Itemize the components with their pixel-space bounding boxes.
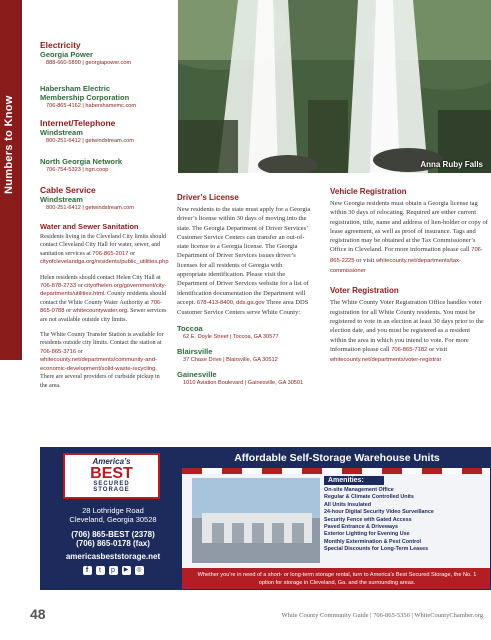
amenity-item: Monthly Extermination & Pest Control	[324, 538, 422, 545]
dds-center-item	[177, 347, 312, 363]
dds-center-address: 37 Chase Drive | Blairsville, GA 30512	[183, 356, 278, 363]
dds-center-list	[177, 324, 312, 386]
ad-address2: Cleveland, Georgia 30528	[69, 515, 157, 524]
water-para2-phone2[interactable]: 706-865-0788	[40, 299, 163, 315]
water-para1-phone[interactable]: 706-865-2017	[92, 250, 129, 257]
page-footer	[0, 606, 491, 640]
storage-advertisement[interactable]	[40, 447, 491, 590]
waterfall-illustration	[178, 0, 491, 173]
amenity-item: 24-hour Digital Security Video Surveillance	[324, 509, 434, 516]
facebook-icon[interactable]: f	[83, 566, 92, 575]
dds-center-city: Gainesville	[177, 369, 217, 379]
water-para3-text-b: . There are several providers of curbside pickup in the area.	[40, 365, 160, 389]
internet-heading: Internet/Telephone	[40, 118, 116, 128]
logo-line3: SECURED	[93, 481, 130, 487]
amenity-item: Paved Entrance & Driveways	[324, 524, 399, 531]
dds-center-item	[177, 370, 312, 386]
ad-contact-info	[49, 506, 177, 575]
ngn-name: North Georgia Network	[40, 157, 123, 166]
drivers-license-text: New residents to the state must apply for a Georgia driver’s license within 30 days of moving into the state. The Georgia Department of Driver Services’ Customer Service Centers can transfer an out-of-state license to a Georgia license. The Georgia Department of Driver Services issues driver’s licenses for all residents of Georgia with appropriate identification. Please visit the Department of Driver Services website for a list of identification documentation the Department will accept.	[177, 206, 311, 306]
vehicle-voter-column	[330, 187, 488, 365]
voter-phone[interactable]: 706-865-7182	[391, 346, 428, 353]
drivers-license-text2: Three area DDS Customer Service Centers serve White County:	[177, 298, 309, 317]
water-para3-phone[interactable]: 706-865-3716	[40, 348, 77, 355]
dds-center-address: 62 E. Doyle Street | Toccoa, GA 30577	[183, 333, 279, 340]
drivers-license-heading: Driver’s License	[177, 193, 239, 202]
georgia-power-name: Georgia Power	[40, 50, 93, 59]
photo-caption: Anna Ruby Falls	[420, 160, 483, 169]
cable-section	[40, 185, 170, 211]
water-para2-or2: or	[66, 308, 72, 315]
sidebar-tab	[0, 0, 22, 360]
amenity-item: Regular & Climate Controlled Units	[324, 494, 414, 501]
ad-fax: (706) 865-0178 (fax)	[76, 539, 150, 548]
page-number: 48	[30, 606, 46, 622]
habersham-name-line2: Membership Corporation	[40, 93, 130, 102]
logo-line4: STORAGE	[93, 487, 130, 493]
vehicle-link[interactable]: whitecounty.net/departments/tax-commissioner	[330, 257, 461, 275]
sidebar-label: Numbers to Know	[3, 95, 15, 195]
water-para3-or: or	[77, 348, 83, 355]
amenity-item: All Units Insulated	[324, 501, 372, 508]
ad-contact-panel	[41, 448, 182, 590]
instagram-icon[interactable]: ◎	[136, 567, 142, 573]
habersham-section	[40, 84, 170, 109]
water-para2-text-b: . County residents should contact the White County Water Authority at	[40, 291, 167, 306]
cable-heading: Cable Service	[40, 185, 96, 195]
water-para1-or: or	[129, 250, 136, 257]
voter-text: The White County Voter Registration Office handles voter registration for all White County residents. You must be registered to vote in an election at least 30 days prior to the election date, and you must be registered as a resident within the area in which you intend to vote. For more information please call	[330, 299, 484, 353]
water-para3-link[interactable]: whitecounty.net/departments/community-and-economic-development/solid-waste-recycling	[40, 357, 157, 372]
water-para2-or: or	[77, 283, 83, 290]
ad-logo	[63, 453, 160, 499]
amenities-title: Amenities:	[324, 476, 384, 485]
water-section	[40, 222, 168, 390]
flag-stripe	[182, 468, 491, 474]
ngn-contact: 706-754-5323 | ngn.coop	[46, 167, 109, 173]
windstream-name: Windstream	[40, 128, 83, 137]
ad-phone[interactable]: (706) 865-BEST (2378)	[71, 530, 155, 539]
water-para1-link[interactable]: cityofclevelandga.org/residents/public_utilities.php	[40, 259, 169, 266]
water-para2-link[interactable]: cityofhelen.org/government/city-departments/utilities.html	[40, 283, 167, 298]
amenity-item: Exterior Lighting for Evening Use	[324, 531, 410, 538]
amenities-list	[324, 487, 482, 554]
voter-registration-heading: Voter Registration	[330, 286, 399, 296]
ad-main-panel	[182, 448, 491, 590]
vehicle-phone[interactable]: 706-865-2225	[330, 247, 483, 264]
water-para2-phone[interactable]: 706-878-2733	[40, 283, 77, 290]
vehicle-registration-heading: Vehicle Registration	[330, 187, 407, 196]
water-para1-text: Residents living in the Cleveland City limits should contact Cleveland City Hall for water, sewer, and sanitation services at	[40, 234, 167, 257]
windstream-contact: 800-251-6412 | getwindstream.com	[46, 138, 134, 144]
youtube-icon[interactable]: ▶	[122, 566, 131, 575]
footer-text: White County Community Guide | 706-865-5356 | WhiteCountyChamber.org	[281, 612, 483, 619]
water-para2	[40, 274, 168, 324]
habersham-contact: 706-865-4162 | habershamemc.com	[46, 103, 137, 109]
amenity-item: Special Discounts for Long-Term Leases	[324, 546, 429, 553]
north-georgia-section	[40, 157, 170, 173]
storage-building-image	[192, 478, 320, 563]
voter-link[interactable]: whitecounty.net/departments/voter-registrar	[330, 357, 442, 364]
dds-center-item	[177, 324, 312, 340]
dds-center-city: Blairsville	[177, 346, 213, 356]
pinterest-icon[interactable]: p	[109, 566, 118, 575]
water-para3-text-a: The White County Transfer Station is available for residents outside city limits. Contact the station at	[40, 332, 164, 347]
water-para1	[40, 233, 168, 267]
water-para2-link2[interactable]: whitecountywater.org	[72, 308, 128, 315]
water-para3	[40, 331, 168, 390]
electricity-heading: Electricity	[40, 40, 81, 50]
ad-headline: Affordable Self-Storage Warehouse Units	[182, 448, 491, 468]
vehicle-registration-body	[330, 199, 488, 276]
voter-registration-body	[330, 298, 488, 365]
amenities-box	[324, 476, 482, 554]
ad-social-icons	[49, 566, 177, 575]
amenity-item: Security Fence with Gated Access	[324, 516, 412, 523]
dds-center-city: Toccoa	[177, 323, 203, 333]
georgia-power-contact: 888-660-5890 | georgiapower.com	[46, 60, 132, 66]
drivers-license-body	[177, 205, 312, 318]
waterfall-photo	[178, 0, 491, 173]
voter-or: or visit	[428, 345, 448, 353]
cable-company: Windstream	[40, 195, 83, 204]
dds-contact-link[interactable]: 678-413-8400, dds.ga.gov	[196, 299, 265, 306]
dds-center-address: 1010 Aviation Boulevard | Gainesville, GA 30501	[183, 379, 304, 386]
drivers-license-section	[177, 193, 312, 386]
habersham-name-line1: Habersham Electric	[40, 84, 111, 93]
internet-section	[40, 118, 170, 144]
water-para2-text-c: . Sewer services are not available outside city limits.	[40, 308, 167, 323]
vehicle-or: or visit	[356, 256, 375, 264]
storage-building-illustration	[192, 478, 320, 563]
twitter-icon[interactable]: t	[96, 566, 105, 575]
electricity-section	[40, 40, 170, 66]
cable-contact: 800-251-6412 | getwindstream.com	[46, 205, 134, 211]
logo-line1: America’s	[92, 457, 131, 466]
ad-address1: 28 Lothridge Road	[82, 506, 144, 515]
water-heading: Water and Sewer Sanitation	[40, 222, 139, 231]
water-para2-text-a: Helen residents should contact Helen City Hall at	[40, 274, 161, 281]
vehicle-text: New Georgia residents must obtain a Georgia license tag within 30 days of relocating. Required are either current registration, title, name and address of lien-holder or copy of lease agreement, as well as proof of insurance. Tags and registration may be obtained at the Tax Commissioner’s Office in Cleveland. For more information please call	[330, 200, 488, 254]
ad-tagline: Whether you’re in need of a short- or long-term storage rental, turn to America’s Best Secured Storage, the No. 1 option for storage in Cleveland, Ga. and the surrounding areas.	[182, 568, 491, 590]
amenity-item: On-site Management Office	[324, 487, 394, 493]
logo-line2: BEST	[90, 465, 133, 482]
ad-website[interactable]: americasbeststorage.net	[65, 552, 161, 561]
